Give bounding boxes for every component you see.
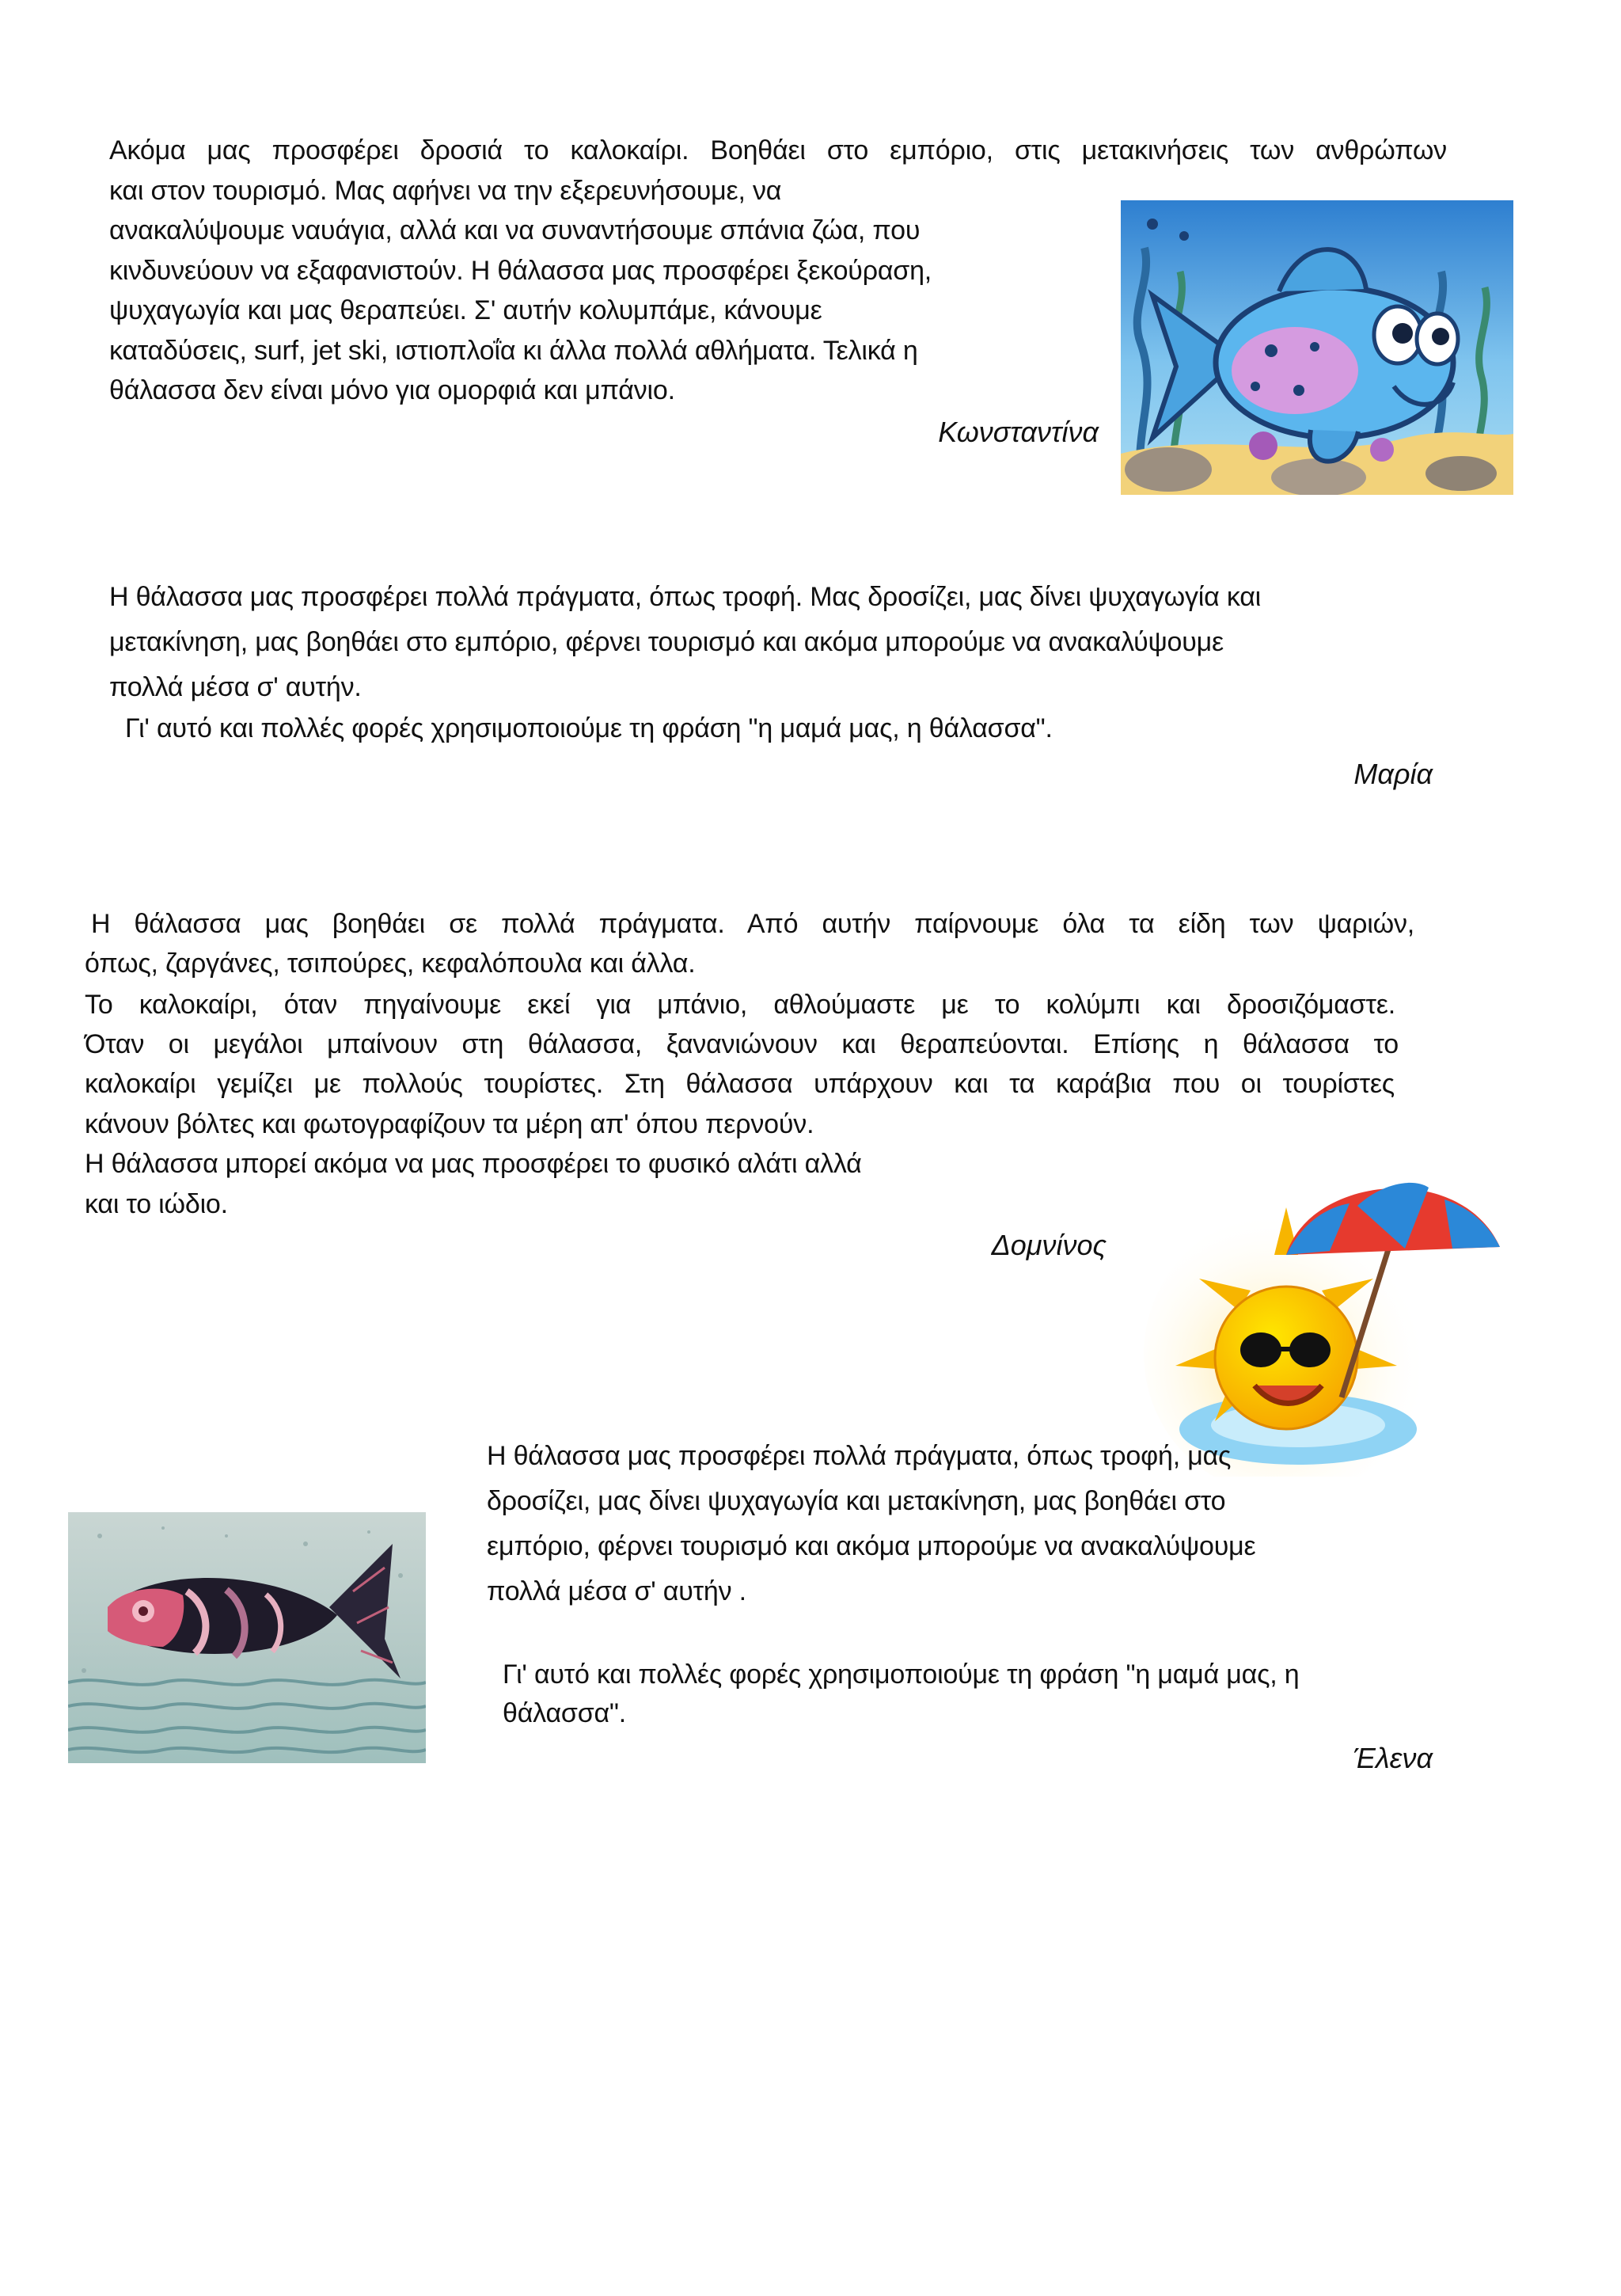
essay-1-line: Ακόμα μας προσφέρει δροσιά το καλοκαίρι. Βοηθάει στο εμπόριο, στις μετακινήσεις των ανθρώπων <box>109 135 1447 165</box>
essay-4-line: Γι' αυτό και πολλές φορές χρησιμοποιούμε τη φράση "η μαμά μας, η <box>503 1659 1300 1690</box>
essay-3-author: Δομνίνος <box>991 1229 1107 1261</box>
essay-1-author: Κωνσταντίνα <box>938 416 1099 448</box>
essay-1-line: θάλασσα δεν είναι μόνο για ομορφιά και μπάνιο. <box>109 375 675 405</box>
essay-3-line: Η θάλασσα μας βοηθάει σε πολλά πράγματα. Από αυτήν παίρνουμε όλα τα είδη των ψαριών, <box>91 909 1414 939</box>
essay-4-author: Έλενα <box>1353 1742 1433 1774</box>
painted-fish-icon <box>68 1512 426 1763</box>
sun-umbrella-image <box>1128 1160 1503 1477</box>
essay-1-line: κινδυνεύουν να εξαφανιστούν. Η θάλασσα μας προσφέρει ξεκούραση, <box>109 256 932 286</box>
essay-4-line: Η θάλασσα μας προσφέρει πολλά πράγματα, όπως τροφή, μας <box>487 1441 1232 1471</box>
essay-1-line: ανακαλύψουμε ναυάγια, αλλά και να συναντήσουμε σπάνια ζώα, που <box>109 215 921 245</box>
essay-4-line: πολλά μέσα σ' αυτήν . <box>487 1576 746 1606</box>
essay-2-author: Μαρία <box>1353 758 1433 790</box>
essay-3-line: Όταν οι μεγάλοι μπαίνουν στη θάλασσα, ξανανιώνουν και θεραπεύονται. Επίσης η θάλασσα το <box>85 1029 1399 1059</box>
essay-3-line: Η θάλασσα μπορεί ακόμα να μας προσφέρει το φυσικό αλάτι αλλά <box>85 1149 862 1179</box>
essay-4-line: δροσίζει, μας δίνει ψυχαγωγία και μετακίνηση, μας βοηθάει στο <box>487 1486 1226 1516</box>
essay-1-line: ψυχαγωγία και μας θεραπεύει. Σ' αυτήν κολυμπάμε, κάνουμε <box>109 295 822 325</box>
essay-1-line: και στον τουρισμό. Μας αφήνει να την εξερευνήσουμε, να <box>109 176 782 206</box>
sun-umbrella-icon <box>1128 1160 1503 1477</box>
essay-3-line: Το καλοκαίρι, όταν πηγαίνουμε εκεί για μπάνιο, αθλούμαστε με το κολύμπι και δροσιζόμαστε. <box>85 990 1395 1020</box>
cartoon-fish-icon <box>1121 200 1513 495</box>
painted-fish-image <box>68 1512 426 1763</box>
essay-3-line: κάνουν βόλτες και φωτογραφίζουν τα μέρη απ' όπου περνούν. <box>85 1109 814 1139</box>
essay-2-line: Η θάλασσα μας προσφέρει πολλά πράγματα, όπως τροφή. Μας δροσίζει, μας δίνει ψυχαγωγία και <box>109 582 1262 612</box>
essay-3-line: καλοκαίρι γεμίζει με πολλούς τουρίστες. Στη θάλασσα υπάρχουν και τα καράβια που οι τουρίστες <box>85 1069 1395 1099</box>
essay-2-line: Γι' αυτό και πολλές φορές χρησιμοποιούμε τη φράση "η μαμά μας, η θάλασσα". <box>125 713 1053 743</box>
essay-2-line: μετακίνηση, μας βοηθάει στο εμπόριο, φέρνει τουρισμό και ακόμα μπορούμε να ανακαλύψουμε <box>109 627 1224 657</box>
essay-4-line: εμπόριο, φέρνει τουρισμό και ακόμα μπορούμε να ανακαλύψουμε <box>487 1531 1256 1561</box>
essay-3-line: και το ιώδιο. <box>85 1189 228 1219</box>
essay-1-line: καταδύσεις, surf, jet ski, ιστιοπλοΐα κι άλλα πολλά αθλήματα. Τελικά η <box>109 336 918 366</box>
essay-2-line: πολλά μέσα σ' αυτήν. <box>109 672 362 702</box>
cartoon-fish-image <box>1121 200 1513 495</box>
essay-3-line: όπως, ζαργάνες, τσιπούρες, κεφαλόπουλα και άλλα. <box>85 948 696 979</box>
essay-4-line: θάλασσα". <box>503 1698 627 1728</box>
